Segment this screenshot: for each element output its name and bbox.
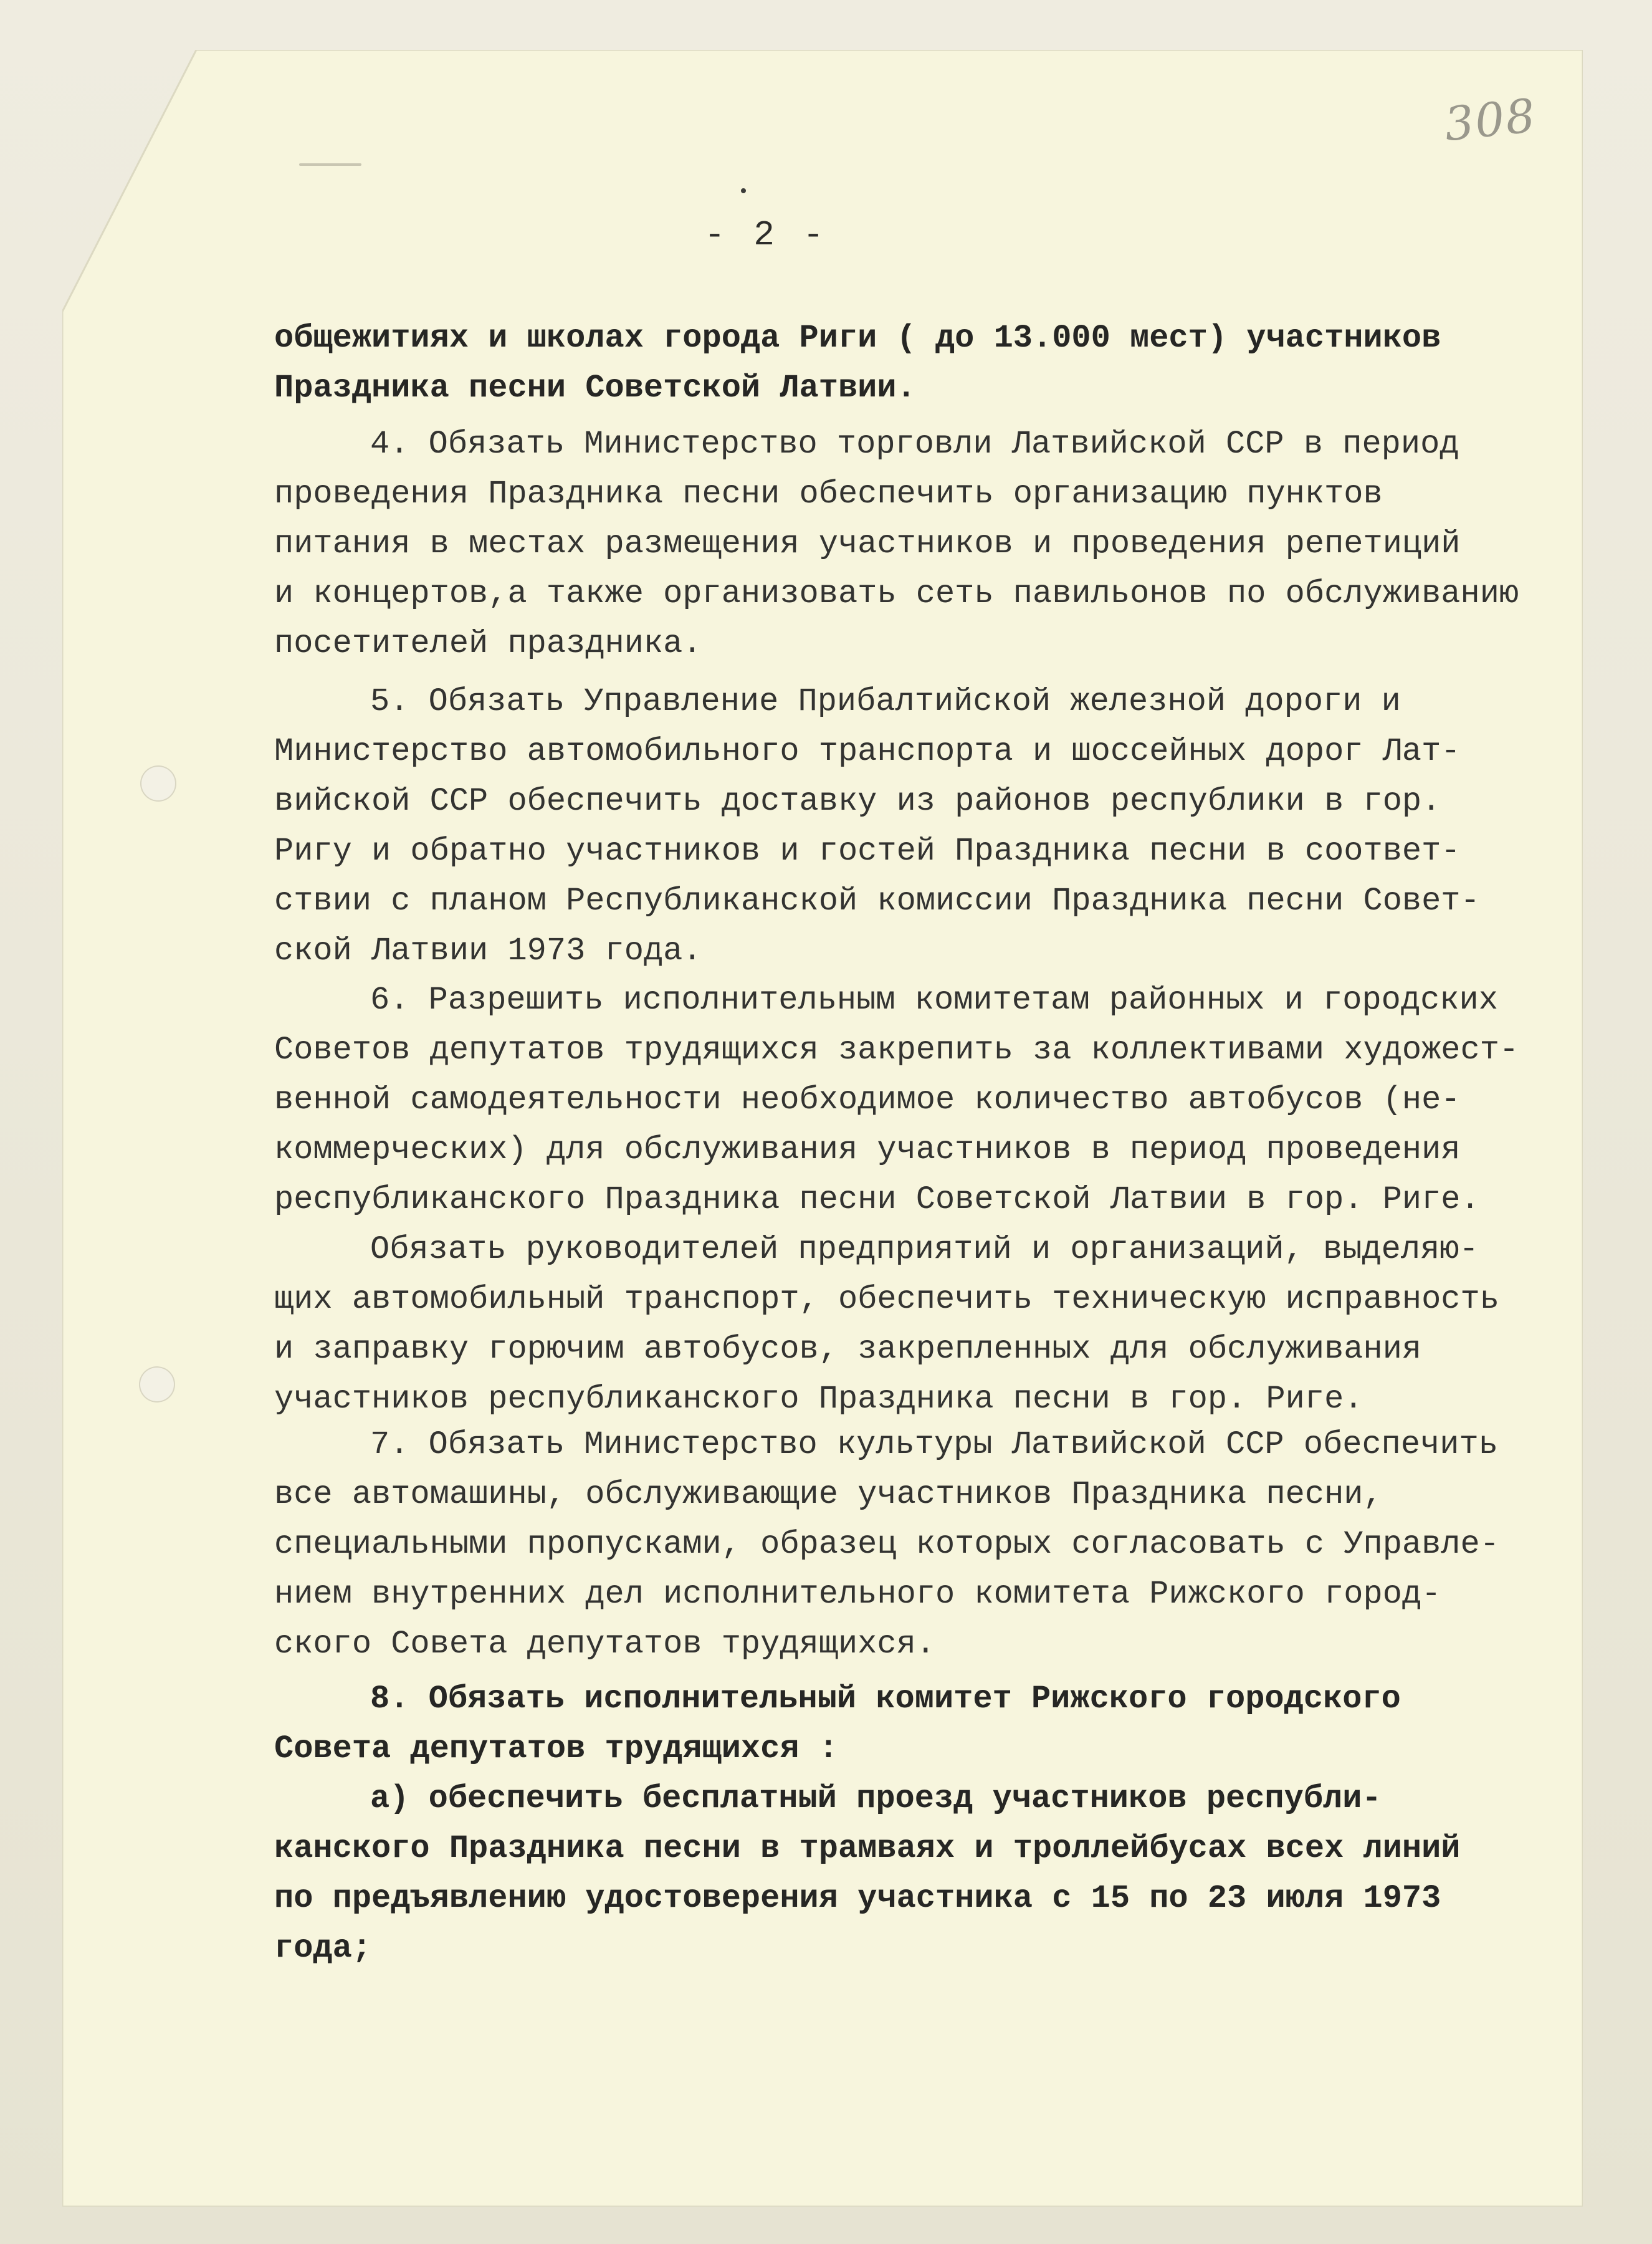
text-line: года; [274, 1930, 372, 1967]
paragraph-7 [274, 1420, 1499, 1669]
text-line: нием внутренних дел исполнительного комитета Рижского город- [274, 1576, 1441, 1613]
paragraph-5 [274, 677, 1480, 976]
text-line: щих автомобильный транспорт, обеспечить техническую исправность [274, 1281, 1499, 1318]
punch-hole-upper [140, 765, 176, 802]
text-line: 6. Разрешить исполнительным комитетам районных и городских [370, 982, 1498, 1019]
text-line: питания в местах размещения участников и проведения репетиций [274, 525, 1461, 562]
text-line: специальными пропусками, образец которых согласовать с Управле- [274, 1526, 1499, 1563]
text-line: по предъявлению удостоверения участника с 15 по 23 июля 1973 [274, 1880, 1441, 1917]
text-line: ской Латвии 1973 года. [274, 933, 702, 969]
text-line: общежитиях и школах города Риги ( до 13.000 мест) участников [274, 320, 1441, 357]
paragraph-6 [274, 976, 1519, 1424]
ink-dot [741, 188, 746, 193]
text-line: 8. Обязать исполнительный комитет Рижского городского [370, 1681, 1401, 1717]
text-line: Ригу и обратно участников и гостей Праздника песни в соответ- [274, 833, 1461, 870]
text-line: проведения Праздника песни обеспечить организацию пунктов [274, 476, 1383, 512]
staple-mark [299, 163, 361, 166]
text-line: участников республиканского Праздника песни в гор. Риге. [274, 1381, 1363, 1417]
text-line: 4. Обязать Министерство торговли Латвийской ССР в период [370, 426, 1459, 463]
text-line: посетителей праздника. [274, 625, 702, 662]
paragraph-8 [274, 1674, 1461, 1973]
text-line: Праздника песни Советской Латвии. [274, 370, 916, 406]
punch-hole-lower [139, 1366, 175, 1402]
text-line: венной самодеятельности необходимое количество автобусов (не- [274, 1081, 1461, 1118]
text-line: вийской ССР обеспечить доставку из районов республики в гор. [274, 783, 1441, 820]
text-line: ского Совета депутатов трудящихся. [274, 1626, 935, 1662]
text-line: 5. Обязать Управление Прибалтийской железной дороги и [370, 683, 1401, 720]
text-line: канского Праздника песни в трамваях и троллейбусах всех линий [274, 1830, 1461, 1867]
text-line: 7. Обязать Министерство культуры Латвийской ССР обеспечить [370, 1426, 1498, 1463]
text-line: Министерство автомобильного транспорта и шоссейных дорог Лат- [274, 733, 1461, 770]
text-line: Совета депутатов трудящихся : [274, 1730, 838, 1767]
paragraph-4 [274, 420, 1519, 669]
text-line: республиканского Праздника песни Советской Латвии в гор. Риге. [274, 1181, 1480, 1218]
text-line: все автомашины, обслуживающие участников Праздника песни, [274, 1476, 1383, 1513]
text-line: Советов депутатов трудящихся закрепить за коллективами художест- [274, 1032, 1519, 1068]
text-line: ствии с планом Республиканской комиссии Праздника песни Совет- [274, 883, 1480, 919]
text-line: а) обеспечить бесплатный проезд участников республи- [370, 1780, 1382, 1817]
text-line: коммерческих) для обслуживания участников в период проведения [274, 1131, 1461, 1168]
page-number: - 2 - [704, 215, 828, 255]
text-line: и концертов,а также организовать сеть павильонов по обслуживанию [274, 575, 1519, 612]
archive-page-number: 308 [1441, 89, 1539, 152]
text-line: и заправку горючим автобусов, закрепленных для обслуживания [274, 1331, 1422, 1368]
continuation-text [274, 314, 1441, 413]
text-line: Обязать руководителей предприятий и организаций, выделяю- [370, 1231, 1479, 1268]
